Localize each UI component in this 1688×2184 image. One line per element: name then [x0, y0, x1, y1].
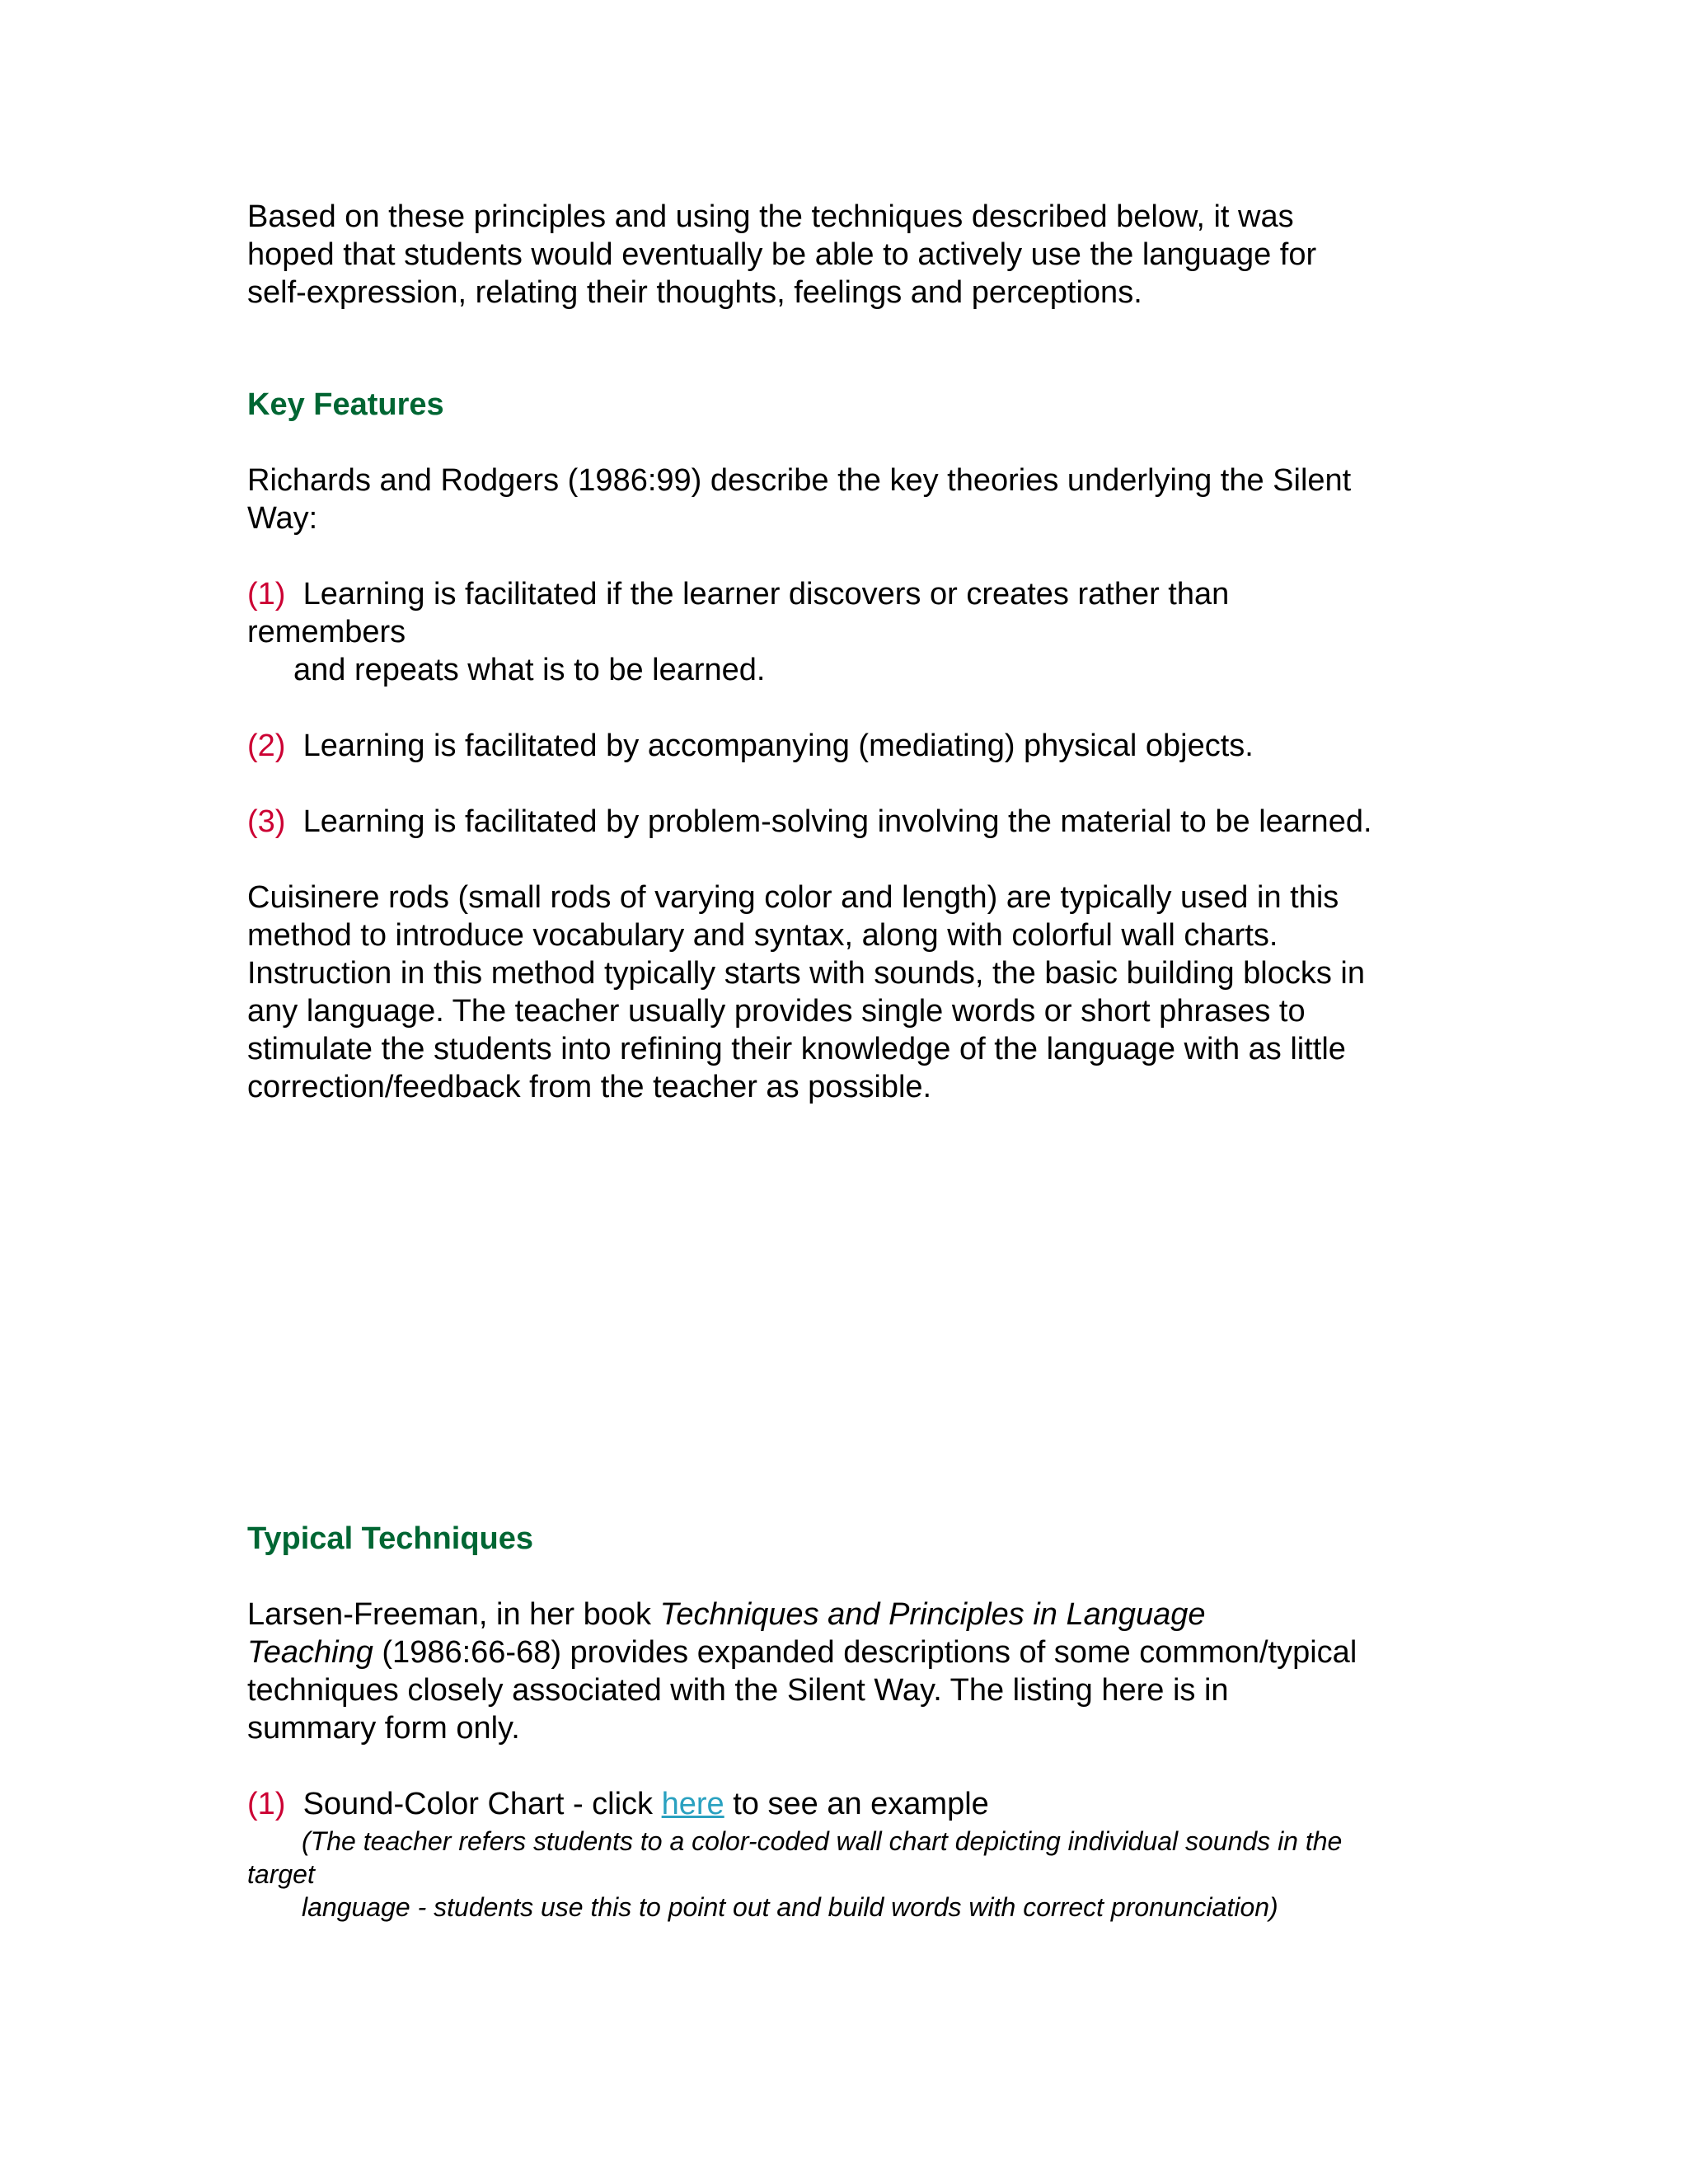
item-text: Learning is facilitated by problem-solving involving the material to be learned.	[302, 804, 1372, 839]
intro-line: hoped that students would eventually be able to actively use the language for	[247, 237, 1317, 272]
intro-text: Larsen-Freeman, in her book	[247, 1597, 660, 1632]
key-features-intro-line: Richards and Rodgers (1986:99) describe the key theories underlying the Silent	[247, 463, 1352, 498]
key-features-heading: Key Features	[247, 387, 444, 422]
paragraph-line: stimulate the students into refining their knowledge of the language with as little	[247, 1032, 1346, 1066]
item-text: Sound-Color Chart - click	[302, 1787, 662, 1821]
note-line: target	[247, 1859, 315, 1889]
key-feature-item-1	[247, 575, 1467, 689]
cuisinere-paragraph	[247, 879, 1467, 1106]
note-line: (The teacher refers students to a color-coded wall chart depicting individual sounds in the	[302, 1826, 1343, 1856]
intro-text: techniques closely associated with the Silent Way. The listing here is in	[247, 1673, 1229, 1708]
paragraph-line: Cuisinere rods (small rods of varying color and length) are typically used in this	[247, 880, 1339, 915]
key-feature-item-3	[247, 803, 1467, 841]
paragraph-line: correction/feedback from the teacher as possible.	[247, 1070, 932, 1104]
book-title: Techniques and Principles in Language	[659, 1597, 1206, 1632]
intro-paragraph	[247, 198, 1467, 312]
item-text: Learning is facilitated if the learner discovers or creates rather than	[302, 577, 1230, 612]
typical-techniques-heading: Typical Techniques	[247, 1521, 534, 1556]
item-text: and repeats what is to be learned.	[293, 653, 766, 687]
note-line: language - students use this to point out and build words with correct pronunciation)	[302, 1892, 1278, 1922]
typical-techniques-intro	[247, 1596, 1467, 1747]
paragraph-line: any language. The teacher usually provides single words or short phrases to	[247, 994, 1306, 1029]
item-number: (2)	[247, 729, 286, 763]
intro-text: summary form only.	[247, 1711, 520, 1746]
example-link[interactable]: here	[661, 1787, 724, 1821]
technique-item-1	[247, 1785, 1467, 1823]
intro-text: (1986:66-68) provides expanded descriptions of some common/typical	[373, 1635, 1357, 1670]
paragraph-line: method to introduce vocabulary and syntax, along with colorful wall charts.	[247, 918, 1278, 953]
item-number: (1)	[247, 577, 286, 612]
technique-note	[247, 1825, 1467, 1924]
key-features-intro	[247, 462, 1467, 537]
intro-line: Based on these principles and using the techniques described below, it was	[247, 199, 1294, 234]
item-text: remembers	[247, 615, 406, 649]
book-title: Teaching	[247, 1635, 373, 1670]
item-number: (1)	[247, 1787, 286, 1821]
item-number: (3)	[247, 804, 286, 839]
key-feature-item-2	[247, 727, 1467, 765]
paragraph-line: Instruction in this method typically starts with sounds, the basic building blocks in	[247, 956, 1365, 991]
key-features-intro-line: Way:	[247, 501, 318, 536]
item-text: to see an example	[724, 1787, 989, 1821]
intro-line: self-expression, relating their thoughts, feelings and perceptions.	[247, 275, 1142, 310]
item-text: Learning is facilitated by accompanying (mediating) physical objects.	[302, 729, 1254, 763]
